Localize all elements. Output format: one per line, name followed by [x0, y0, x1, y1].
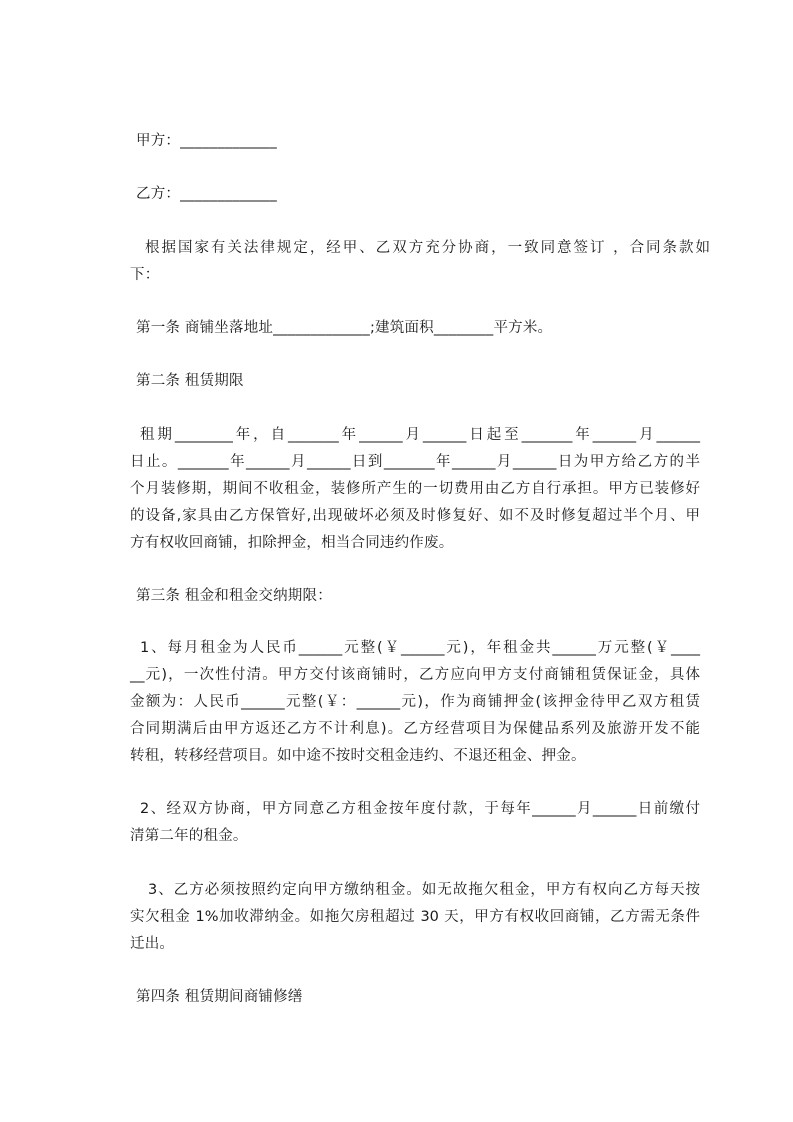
intro-line-1: 根据国家有关法律规定，经甲、乙双方充分协商，一致同意签订 ，合同条款如 — [145, 240, 710, 256]
article-2-line-5: 方有权收回商铺，扣除押金，相当合同违约作废。 — [130, 535, 454, 551]
article-3-item-1-line-2: __元)，一次性付清。甲方交付该商铺时，乙方应向甲方支付商铺租赁保证金，具体 — [130, 667, 700, 683]
article-3-item-1-line-4: 合同期满后由甲方返还乙方不计利息)。乙方经营项目为保健品系列及旅游开发不能 — [130, 721, 700, 737]
article-3-item-3-line-3: 迁出。 — [130, 936, 175, 952]
article-3-title: 第三条 租金和租金交纳期限： — [136, 588, 332, 604]
article-2-line-2: 日止。_______年______月______日到_______年______月______日为甲方给乙方的半 — [130, 454, 700, 470]
article-4-title: 第四条 租赁期间商铺修缮 — [136, 989, 303, 1005]
article-2-line-1: 租期________年，自_______年______月______日起至_______年______月______ — [140, 427, 700, 443]
intro-line-2: 下： — [130, 267, 160, 283]
article-3-item-3-line-2: 实欠租金 1%加收滞纳金。如拖欠房租超过 30 天，甲方有权收回商铺，乙方需无条件 — [130, 909, 700, 925]
article-3-item-2-line-2: 清第二年的租金。 — [130, 828, 248, 844]
article-3-item-1-line-3: 金额为：人民币______元整(￥：______元)，作为商铺押金(该押金待甲乙双方租赁 — [130, 694, 700, 710]
article-2-title: 第二条 租赁期限 — [136, 373, 244, 389]
party-a-line: 甲方：_____________ — [136, 133, 277, 149]
article-2-line-3: 个月装修期，期间不收租金，装修所产生的一切费用由乙方自行承担。甲方已装修好 — [130, 481, 700, 497]
article-3-item-3-line-1: 3、乙方必须按照约定向甲方缴纳租金。如无故拖欠租金，甲方有权向乙方每天按 — [148, 882, 700, 898]
article-3-item-2-line-1: 2、经双方协商，甲方同意乙方租金按年度付款，于每年______月______日前缴付 — [140, 801, 700, 817]
article-3-item-1-line-5: 转租，转移经营项目。如中途不按时交租金违约、不退还租金、押金。 — [130, 748, 586, 764]
article-1: 第一条 商铺坐落地址_____________;建筑面积________平方米。 — [136, 320, 553, 336]
party-b-line: 乙方：_____________ — [136, 186, 277, 202]
article-3-item-1-line-1: 1、每月租金为人民币______元整(￥______元)，年租金共______万元整(￥____ — [140, 640, 700, 656]
article-2-line-4: 的设备,家具由乙方保管好,出现破坏必须及时修复好、如不及时修复超过半个月、甲 — [130, 508, 700, 524]
